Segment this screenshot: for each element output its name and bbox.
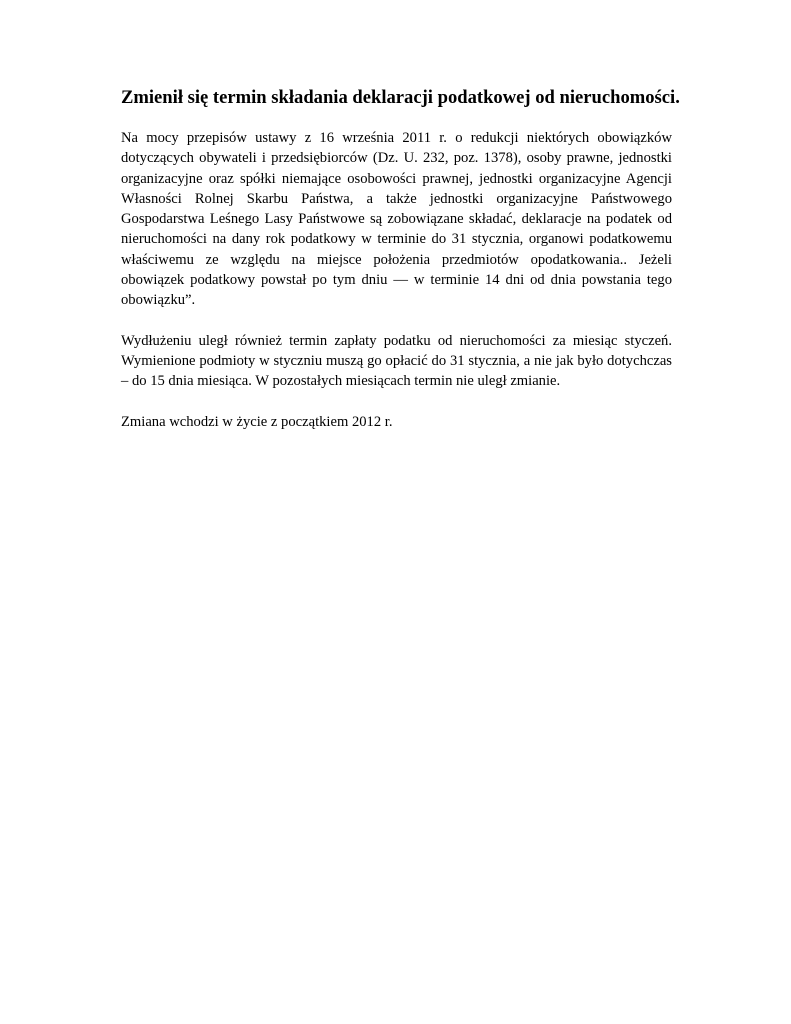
paragraph-2: Wydłużeniu uległ również termin zapłaty podatku od nieruchomości za miesiąc styczeń. Wymienione podmioty w styczniu muszą go opłacić do 31 stycznia, a nie jak było dotychczas – do 15 dnia miesiąca. W pozostałych miesiącach termin nie uległ zmianie.	[121, 332, 672, 390]
paragraph-3: Zmiana wchodzi w życie z początkiem 2012 r.	[121, 413, 393, 430]
document-body	[121, 86, 680, 432]
paragraph-1: Na mocy przepisów ustawy z 16 września 2011 r. o redukcji niektórych obowiązków dotyczących obywateli i przedsiębiorców (Dz. U. 232, poz. 1378), osoby prawne, jednostki organizacyjne oraz spółki niemające osobowości prawnej, jednostki organizacyjne Agencji Własności Rolnej Skarbu Państwa, a także jednostki organizacyjne Państwowego Gospodarstwa Leśnego Lasy Państwowe są zobowiązane składać, deklaracje na podatek od nieruchomości na dany rok podatkowy w terminie do 31 stycznia, organowi podatkowemu właściwemu ze względu na miejsce położenia przedmiotów opodatkowania.. Jeżeli obowiązek podatkowy powstał po tym dniu — w terminie 14 dni od dnia powstania tego obowiązku”.	[121, 130, 672, 309]
document-title: Zmienił się termin składania deklaracji podatkowej od nieruchomości.	[121, 87, 680, 108]
